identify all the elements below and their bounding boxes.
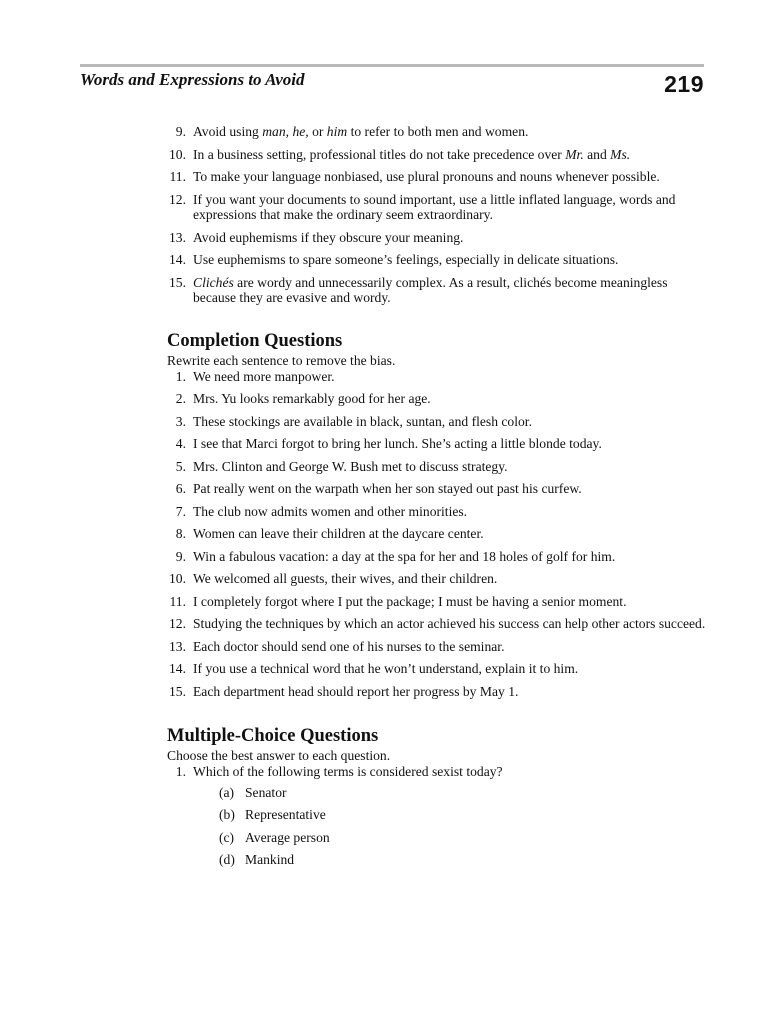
item-number: 13. [169, 229, 186, 245]
header-rule [80, 64, 704, 67]
item-number: 5. [175, 458, 186, 474]
item-text-italic: him [326, 124, 348, 139]
choice-letter: (a) [219, 784, 235, 800]
list-item [167, 124, 707, 140]
question-text: Which of the following terms is considered sexist today? [193, 764, 503, 779]
item-text-italic: Mr. [565, 146, 584, 162]
list-item [167, 192, 707, 223]
item-number: 9. [175, 548, 186, 564]
list-item [167, 436, 707, 452]
item-number: 10. [169, 571, 186, 586]
item-number: 9. [175, 124, 186, 139]
answer-choice [193, 830, 707, 846]
item-text: We need more manpower. [193, 368, 335, 384]
item-text: These stockings are available in black, suntan, and flesh color. [193, 413, 532, 429]
item-text: are wordy and unnecessarily complex. As a result, clichés become meaningless because they are evasive and wordy. [193, 274, 668, 305]
item-number: 12. [169, 616, 186, 631]
multiple-choice-list [167, 764, 707, 868]
list-item [167, 169, 707, 185]
list-item [167, 661, 707, 677]
choice-text: Average person [245, 829, 330, 845]
item-text: If you want your documents to sound important, use a little inflated language, words and expressions that make the ordinary seem extraordinary. [193, 191, 676, 222]
list-item [167, 616, 707, 632]
item-text: and [583, 146, 611, 162]
item-text: Mrs. Clinton and George W. Bush met to discuss strategy. [193, 458, 508, 474]
rules-list [167, 124, 707, 306]
item-text: Studying the techniques by which an actor achieved his success can help other actors succeed. [193, 616, 706, 631]
item-number: 15. [169, 683, 186, 699]
running-head: Words and Expressions to Avoid [80, 70, 305, 89]
item-number: 1. [175, 368, 186, 384]
completion-section-title: Completion Questions [167, 330, 343, 351]
choice-letter: (b) [219, 807, 235, 822]
item-number: 6. [175, 481, 186, 496]
item-text: Avoid euphemisms if they obscure your meaning. [193, 229, 464, 245]
multiple-choice-instruction: Choose the best answer to each question. [167, 748, 391, 763]
item-number: 2. [175, 391, 186, 406]
list-item [167, 526, 707, 542]
list-item [167, 594, 707, 610]
page-header [80, 64, 704, 104]
item-text-italic: man, he, [262, 124, 309, 139]
item-text: If you use a technical word that he won’t understand, explain it to him. [193, 661, 579, 676]
item-number: 15. [169, 274, 186, 290]
completion-list [167, 369, 707, 700]
item-number: 4. [175, 436, 186, 451]
item-text-italic: Clichés [193, 274, 234, 290]
item-text: Pat really went on the warpath when her son stayed out past his curfew. [193, 481, 582, 496]
list-item [167, 252, 707, 268]
question-number: 1. [175, 764, 186, 779]
choice-text: Mankind [245, 852, 295, 867]
item-number: 14. [169, 661, 186, 676]
item-text: I completely forgot where I put the package; I must be having a senior moment. [193, 593, 627, 609]
question-item [167, 764, 707, 868]
item-text: I see that Marci forgot to bring her lunch. She’s acting a little blonde today. [193, 436, 602, 451]
item-text-italic: Ms. [610, 146, 631, 162]
list-item [167, 684, 707, 700]
list-item [167, 391, 707, 407]
list-item [167, 147, 707, 163]
list-item [167, 549, 707, 565]
item-text: or [308, 124, 327, 139]
item-text: to refer to both men and women. [347, 124, 529, 139]
multiple-choice-section-title: Multiple-Choice Questions [167, 726, 379, 746]
list-item [167, 504, 707, 520]
item-text: To make your language nonbiased, use plural pronouns and nouns whenever possible. [193, 169, 660, 184]
item-text: Each doctor should send one of his nurses to the seminar. [193, 638, 505, 654]
item-number: 8. [175, 526, 186, 541]
item-number: 11. [169, 593, 186, 609]
item-text: Women can leave their children at the daycare center. [193, 526, 484, 541]
list-item [167, 230, 707, 246]
list-item [167, 414, 707, 430]
page-number: 219 [664, 71, 704, 97]
item-text: Win a fabulous vacation: a day at the spa for her and 18 holes of golf for him. [193, 548, 616, 564]
choice-text: Senator [245, 784, 287, 800]
item-number: 13. [169, 638, 186, 654]
list-item [167, 481, 707, 497]
list-item [167, 275, 707, 306]
item-number: 10. [169, 146, 186, 162]
item-number: 3. [175, 413, 186, 429]
choice-letter: (d) [219, 852, 235, 867]
choice-text: Representative [245, 807, 326, 822]
list-item [167, 369, 707, 385]
item-text: We welcomed all guests, their wives, and their children. [193, 571, 498, 586]
choice-letter: (c) [219, 829, 235, 845]
completion-instruction: Rewrite each sentence to remove the bias. [167, 352, 396, 368]
answer-choice [193, 852, 707, 868]
item-text: Avoid using [193, 124, 263, 139]
list-item [167, 639, 707, 655]
item-text: In a business setting, professional titles do not take precedence over [193, 146, 566, 162]
item-number: 11. [169, 169, 186, 184]
list-item [167, 459, 707, 475]
list-item [167, 571, 707, 587]
item-number: 12. [169, 191, 186, 207]
page-content [167, 124, 707, 875]
answer-choice [193, 785, 707, 801]
answer-choices [193, 785, 707, 868]
item-number: 7. [175, 503, 186, 519]
item-text: Use euphemisms to spare someone’s feelings, especially in delicate situations. [193, 252, 619, 267]
item-number: 14. [169, 252, 186, 267]
item-text: The club now admits women and other minorities. [193, 503, 468, 519]
item-text: Each department head should report her progress by May 1. [193, 683, 519, 699]
answer-choice [193, 807, 707, 823]
item-text: Mrs. Yu looks remarkably good for her age. [193, 391, 431, 406]
